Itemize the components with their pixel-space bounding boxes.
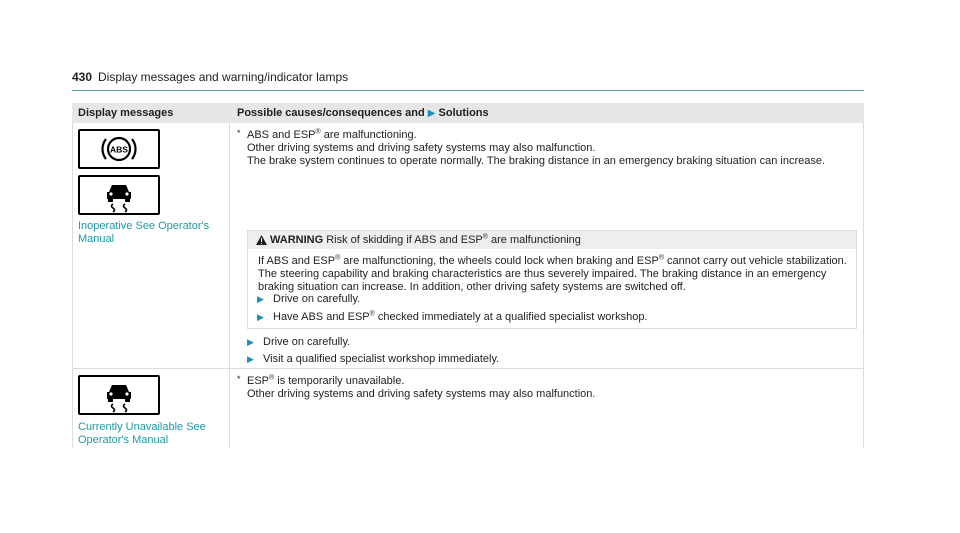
warning-title-text: Risk of skidding if ABS and ESP® are malfunctioning (326, 233, 581, 246)
warning-triangle-icon (256, 235, 267, 245)
abs-icon-text: ABS (110, 144, 128, 155)
table-column-divider (229, 123, 230, 448)
row2-message-label: Currently Unavailable See Operator's Manual (78, 421, 206, 446)
warning-body (258, 255, 848, 294)
col-header-causes (237, 107, 489, 119)
asterisk-marker: * (237, 128, 241, 138)
warning-title (270, 234, 581, 246)
row2-cause-line2: Other driving systems and driving safety systems may also malfunction. (247, 388, 596, 400)
warning-body-para1: If ABS and ESP® are malfunctioning, the wheels could lock when braking and ESP® cannot carry out vehicle stabilization. (258, 254, 847, 267)
row1-cause-line2: Other driving systems and driving safety systems may also malfunction. (247, 142, 596, 154)
row1-cause-line3: The brake system continues to operate normally. The braking distance in an emergency braking situation can increase. (247, 155, 826, 167)
row1-cause-line1: ABS and ESP® are malfunctioning. (247, 128, 417, 141)
row2-cause-line1: ESP® is temporarily unavailable. (247, 374, 405, 387)
col-header-display-messages: Display messages (78, 107, 174, 119)
row1-step-1-text: Drive on carefully. (263, 336, 351, 348)
row1-step-2-text: Visit a qualified specialist workshop immediately. (263, 353, 500, 365)
col-header-solutions-text: Solutions (438, 107, 489, 119)
table-border-right (863, 123, 864, 448)
row1-message-label: Inoperative See Operator's Manual (78, 220, 210, 245)
arrow-right-icon: ▶ (257, 294, 264, 304)
asterisk-marker: * (237, 374, 241, 384)
table-border-left (72, 123, 73, 448)
arrow-right-icon: ▶ (247, 337, 254, 347)
row1-causes (237, 129, 857, 168)
esp-skid-icon (78, 175, 160, 215)
arrow-right-icon: ▶ (257, 312, 264, 322)
page-header (72, 68, 864, 91)
warning-step-2-text: Have ABS and ESP® checked immediately at a qualified specialist workshop. (273, 310, 648, 323)
table-row-divider (72, 368, 864, 369)
warning-step-1-text: Drive on carefully. (273, 293, 361, 305)
warning-label: WARNING (270, 234, 324, 246)
esp-skid-icon (78, 375, 160, 415)
row2-causes (237, 375, 857, 401)
table-header (72, 103, 864, 123)
arrow-right-icon: ▶ (427, 108, 436, 119)
display-messages-table (72, 103, 864, 448)
col-header-causes-text: Possible causes/consequences and (237, 107, 425, 119)
warning-body-para2: The steering capability and braking characteristics are thus severely impaired. The braking distance in an emergency braking situation can increase. In addition, other driving safety systems are switched off. (258, 268, 827, 293)
arrow-right-icon: ▶ (247, 354, 254, 364)
page-number: 430 (72, 70, 93, 84)
page-title: Display messages and warning/indicator lamps (98, 70, 349, 84)
abs-warning-icon (78, 129, 160, 169)
warning-header (248, 231, 856, 249)
